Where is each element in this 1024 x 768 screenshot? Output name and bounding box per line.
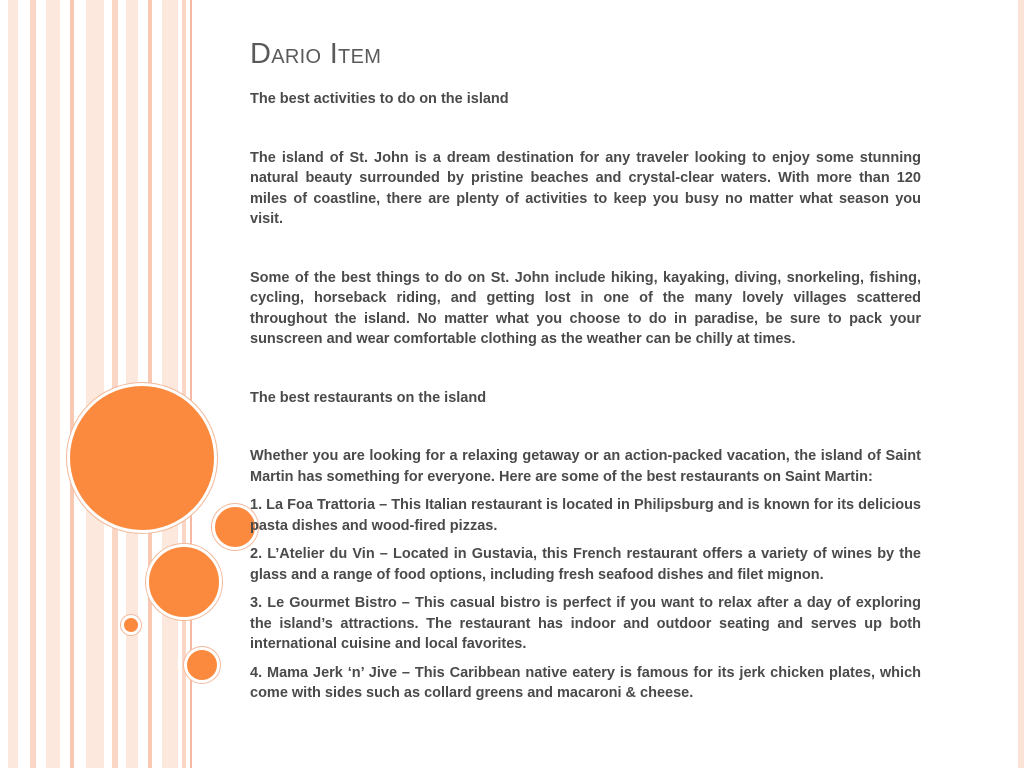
stripe	[182, 0, 186, 768]
right-border	[1018, 0, 1024, 768]
section-heading: The best restaurants on the island	[250, 389, 487, 406]
stripe	[46, 0, 60, 768]
paragraph: The island of St. John is a dream destination for any traveler looking to enjoy some stunning natural beauty surrounded by pristine beaches and crystal-clear waters. With more than 120 miles of coastline, there are plenty of activities to keep you busy no matter what season you visit.	[250, 149, 921, 227]
stripe	[70, 0, 74, 768]
paragraph: Some of the best things to do on St. John include hiking, kayaking, diving, snorkeling, fishing, cycling, horseback riding, and getting lost in one of the many lovely villages scattered throughout the island. No matter what you choose to do in paradise, be sure to pack your sunscreen and wear comfortable clothing as the weather can be chilly at times.	[250, 269, 921, 347]
decorative-stripes	[0, 0, 200, 768]
subtitle: The best activities to do on the island	[250, 91, 509, 107]
list-item: 4. Mama Jerk ‘n’ Jive – This Caribbean native eatery is famous for its jerk chicken plates, which come with sides such as collard greens and macaroni & cheese.	[250, 664, 921, 701]
large-circle-decoration	[67, 383, 217, 533]
tiny-circle-decoration	[121, 615, 141, 635]
slide-title: Dario Item	[250, 38, 382, 70]
small-circle-decoration	[184, 647, 220, 683]
medium-circle-decoration	[146, 544, 222, 620]
stripe	[86, 0, 104, 768]
stripe	[162, 0, 178, 768]
list-item: 2. L’Atelier du Vin – Located in Gustavia, this French restaurant offers a variety of wines by the glass and a range of food options, including fresh seafood dishes and filet mignon.	[250, 546, 921, 583]
slide-content	[250, 38, 921, 712]
stripe	[8, 0, 18, 768]
list-item: 1. La Foa Trattoria – This Italian restaurant is located in Philipsburg and is known for its delicious pasta dishes and wood-fired pizzas.	[250, 497, 921, 534]
stripe	[30, 0, 36, 768]
stripe	[112, 0, 118, 768]
paragraph: Whether you are looking for a relaxing getaway or an action-packed vacation, the island of Saint Martin has something for everyone. Here are some of the best restaurants on Saint Martin:	[250, 448, 921, 485]
list-item: 3. Le Gourmet Bistro – This casual bistro is perfect if you want to relax after a day of exploring the island’s attractions. The restaurant has indoor and outdoor seating and serves up both international cuisine and local favorites.	[250, 595, 921, 652]
